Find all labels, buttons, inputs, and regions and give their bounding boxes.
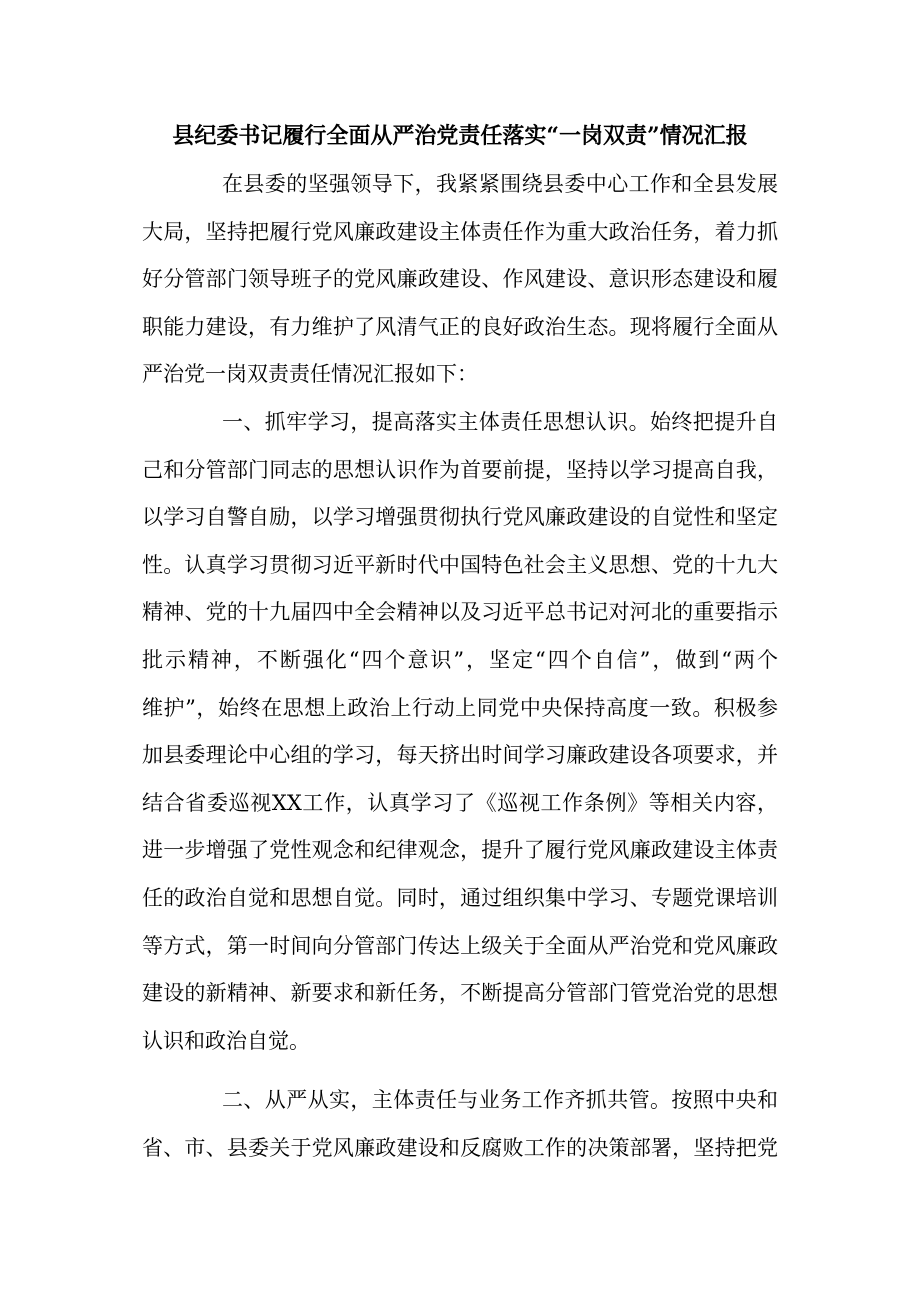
text-line: 等方式，第一时间向分管部门传达上级关于全面从严治党和党风廉政 xyxy=(142,933,778,958)
text-line: 批示精神，不断强化“四个意识”，坚定“四个自信”，做到“两个 xyxy=(142,647,778,672)
paragraph-section-1 xyxy=(142,399,778,1065)
document-body xyxy=(142,161,778,1172)
text-line: 严治党一岗双责责任情况汇报如下： xyxy=(142,362,478,387)
text-line: 认识和政治自觉。 xyxy=(142,1028,310,1053)
text-line: 维护”，始终在思想上政治上行动上同党中央保持高度一致。积极参 xyxy=(142,695,778,720)
text-line: 任的政治自觉和思想自觉。同时，通过组织集中学习、专题党课培训 xyxy=(142,885,778,910)
text-line: 性。认真学习贯彻习近平新时代中国特色社会主义思想、党的十九大 xyxy=(142,552,778,577)
document-title: 县纪委书记履行全面从严治党责任落实“一岗双责”情况汇报 xyxy=(172,123,748,149)
text-line: 建设的新精神、新要求和新任务，不断提高分管部门管党治党的思想 xyxy=(142,981,778,1006)
text-line: 加县委理论中心组的学习，每天挤出时间学习廉政建设各项要求，并 xyxy=(142,743,778,768)
text-line: 职能力建设，有力维护了风清气正的良好政治生态。现将履行全面从 xyxy=(142,314,778,339)
text-line: 以学习自警自励，以学习增强贯彻执行党风廉政建设的自觉性和坚定 xyxy=(142,505,778,530)
text-line: 好分管部门领导班子的党风廉政建设、作风建设、意识形态建设和履 xyxy=(142,267,778,292)
text-line: 二、从严从实，主体责任与业务工作齐抓共管。按照中央和 xyxy=(222,1088,778,1113)
text-line: 在县委的坚强领导下，我紧紧围绕县委中心工作和全县发展 xyxy=(222,172,778,196)
paragraph-section-2 xyxy=(142,1077,778,1172)
text-line: 结合省委巡视XX工作，认真学习了《巡视工作条例》等相关内容， xyxy=(142,790,778,815)
text-line: 一、抓牢学习，提高落实主体责任思想认识。始终把提升自 xyxy=(222,409,778,434)
text-line: 精神、党的十九届四中全会精神以及习近平总书记对河北的重要指示 xyxy=(142,600,778,625)
text-line: 大局，坚持把履行党风廉政建设主体责任作为重大政治任务，着力抓 xyxy=(142,219,778,244)
paragraph-intro xyxy=(142,161,778,399)
text-line: 省、市、县委关于党风廉政建设和反腐败工作的决策部署，坚持把党 xyxy=(142,1135,778,1160)
text-line: 进一步增强了党性观念和纪律观念，提升了履行党风廉政建设主体责 xyxy=(142,838,778,863)
text-line: 己和分管部门同志的思想认识作为首要前提，坚持以学习提高自我， xyxy=(142,457,778,482)
